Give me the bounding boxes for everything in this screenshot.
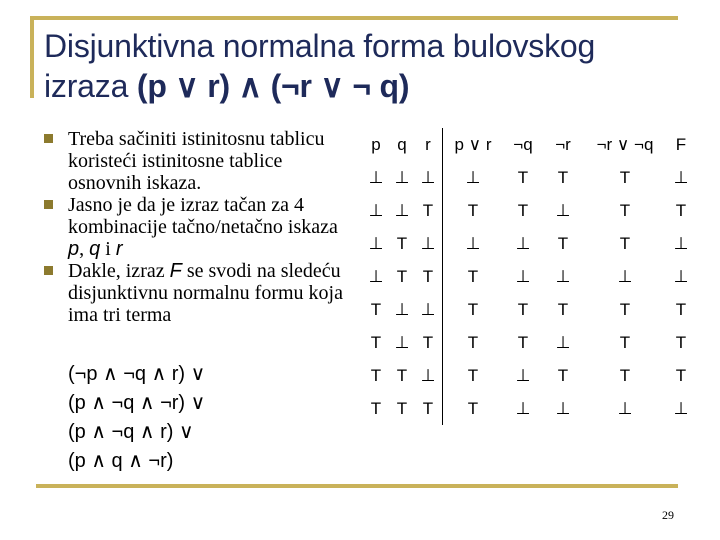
bullet-list xyxy=(40,128,350,326)
table-row xyxy=(362,392,695,425)
table-cell: ⊥ xyxy=(394,200,410,220)
truth-table xyxy=(362,128,695,425)
table-cell: T xyxy=(517,332,529,352)
title-line-1: Disjunktivna normalna forma bulovskog xyxy=(44,28,596,64)
table-cell: T xyxy=(557,167,569,187)
table-row xyxy=(362,260,695,293)
table-cell: ⊥ xyxy=(515,266,531,286)
table-cell: T xyxy=(467,398,479,418)
slide-title xyxy=(44,26,684,106)
dnf-terms xyxy=(68,360,205,476)
table-cell: ⊥ xyxy=(673,233,689,253)
table-cell: T xyxy=(517,167,529,187)
table-cell: T xyxy=(414,260,443,293)
table-cell: ⊥ xyxy=(673,266,689,286)
table-cell: ⊥ xyxy=(617,398,633,418)
table-cell: T xyxy=(396,266,408,286)
table-cell: T xyxy=(619,200,631,220)
table-header-row xyxy=(362,128,695,161)
header-p-or-r: p ∨ r xyxy=(454,134,492,154)
table-cell: T xyxy=(396,233,408,253)
bullet-text: Treba sačiniti istinitosnu tablicu koristeći istinitosne tablice osnovnih iskaza. xyxy=(68,128,325,194)
table-cell: T xyxy=(370,398,382,418)
table-cell: ⊥ xyxy=(465,233,481,253)
table-cell: T xyxy=(557,299,569,319)
table-cell: ⊥ xyxy=(515,398,531,418)
table-cell: T xyxy=(619,233,631,253)
accent-line-bottom xyxy=(36,484,678,488)
bullet-text: Jasno je da je izraz tačan za 4 kombinacije tačno/netačno iskaza xyxy=(68,194,338,238)
table-cell: ⊥ xyxy=(673,398,689,418)
table-row xyxy=(362,194,695,227)
table-cell: ⊥ xyxy=(555,266,571,286)
table-cell: ⊥ xyxy=(555,332,571,352)
table-cell: ⊥ xyxy=(465,167,481,187)
table-cell: ⊥ xyxy=(555,398,571,418)
accent-line-vertical xyxy=(30,16,34,98)
title-prefix: izraza xyxy=(44,68,137,104)
table-cell: ⊥ xyxy=(414,161,443,194)
table-cell: T xyxy=(370,299,382,319)
dnf-term: (¬p ∧ ¬q ∧ r) ∨ xyxy=(68,363,206,385)
var-F: F xyxy=(169,260,182,282)
table-cell: T xyxy=(370,332,382,352)
table-cell: T xyxy=(370,365,382,385)
table-row xyxy=(362,227,695,260)
bullet-square-icon xyxy=(44,266,53,275)
var-p: p xyxy=(68,238,80,260)
bullet-square-icon xyxy=(44,200,53,209)
dnf-term: (p ∧ ¬q ∧ r) ∨ xyxy=(68,421,194,443)
table-cell: T xyxy=(467,266,479,286)
header-q: q xyxy=(397,134,407,154)
table-cell: T xyxy=(619,365,631,385)
table-cell: T xyxy=(414,392,443,425)
header-F: F xyxy=(675,134,687,154)
var-q: q xyxy=(89,238,101,260)
table-cell: T xyxy=(396,398,408,418)
table-cell: ⊥ xyxy=(414,227,443,260)
table-cell: T xyxy=(414,326,443,359)
table-cell: ⊥ xyxy=(617,266,633,286)
sep: i xyxy=(100,238,116,260)
table-cell: T xyxy=(557,365,569,385)
dnf-term: (p ∧ ¬q ∧ ¬r) ∨ xyxy=(68,392,206,414)
table-row xyxy=(362,326,695,359)
title-expression: (p ∨ r) ∧ (¬r ∨ ¬ q) xyxy=(136,68,410,104)
title-line-2 xyxy=(44,66,684,106)
table-cell: ⊥ xyxy=(515,233,531,253)
sep: , xyxy=(79,238,90,260)
table-cell: T xyxy=(467,332,479,352)
bullet-item xyxy=(40,128,350,194)
bullet-square-icon xyxy=(44,134,53,143)
bullet-item xyxy=(40,260,350,326)
table-row xyxy=(362,293,695,326)
table-cell: ⊥ xyxy=(673,167,689,187)
table-cell: T xyxy=(517,299,529,319)
table-cell: T xyxy=(557,233,569,253)
table-cell: T xyxy=(517,200,529,220)
table-cell: T xyxy=(414,194,443,227)
table-cell: ⊥ xyxy=(555,200,571,220)
table-cell: ⊥ xyxy=(368,266,384,286)
table-cell: ⊥ xyxy=(414,293,443,326)
table-cell: T xyxy=(467,299,479,319)
table-cell: ⊥ xyxy=(368,167,384,187)
table-cell: ⊥ xyxy=(394,167,410,187)
var-r: r xyxy=(115,238,123,260)
bullet-text: se svodi na sledeću disjunktivnu normalnu formu koja ima tri terma xyxy=(68,260,343,326)
table-cell: ⊥ xyxy=(394,332,410,352)
table-cell: T xyxy=(467,365,479,385)
table-cell: T xyxy=(675,299,687,319)
table-cell: T xyxy=(675,332,687,352)
table-cell: T xyxy=(396,365,408,385)
bullet-item xyxy=(40,194,350,260)
header-not-q: ¬q xyxy=(513,134,533,154)
table-cell: ⊥ xyxy=(368,200,384,220)
table-row xyxy=(362,161,695,194)
header-p: p xyxy=(371,134,381,154)
table-cell: ⊥ xyxy=(394,299,410,319)
table-cell: T xyxy=(619,332,631,352)
header-r: r xyxy=(414,128,443,161)
table-cell: T xyxy=(619,299,631,319)
table-cell: ⊥ xyxy=(368,233,384,253)
table-cell: T xyxy=(619,167,631,187)
table-row xyxy=(362,359,695,392)
table-cell: T xyxy=(467,200,479,220)
accent-line-top xyxy=(30,16,678,20)
header-not-r-or-not-q: ¬r ∨ ¬q xyxy=(596,134,654,154)
table-cell: ⊥ xyxy=(414,359,443,392)
table-cell: ⊥ xyxy=(515,365,531,385)
table-cell: T xyxy=(675,200,687,220)
header-not-r: ¬r xyxy=(555,134,571,154)
page-number: 29 xyxy=(662,508,674,522)
dnf-term: (p ∧ q ∧ ¬r) xyxy=(68,450,174,472)
table-cell: T xyxy=(675,365,687,385)
bullet-text: Dakle, izraz xyxy=(68,260,170,282)
